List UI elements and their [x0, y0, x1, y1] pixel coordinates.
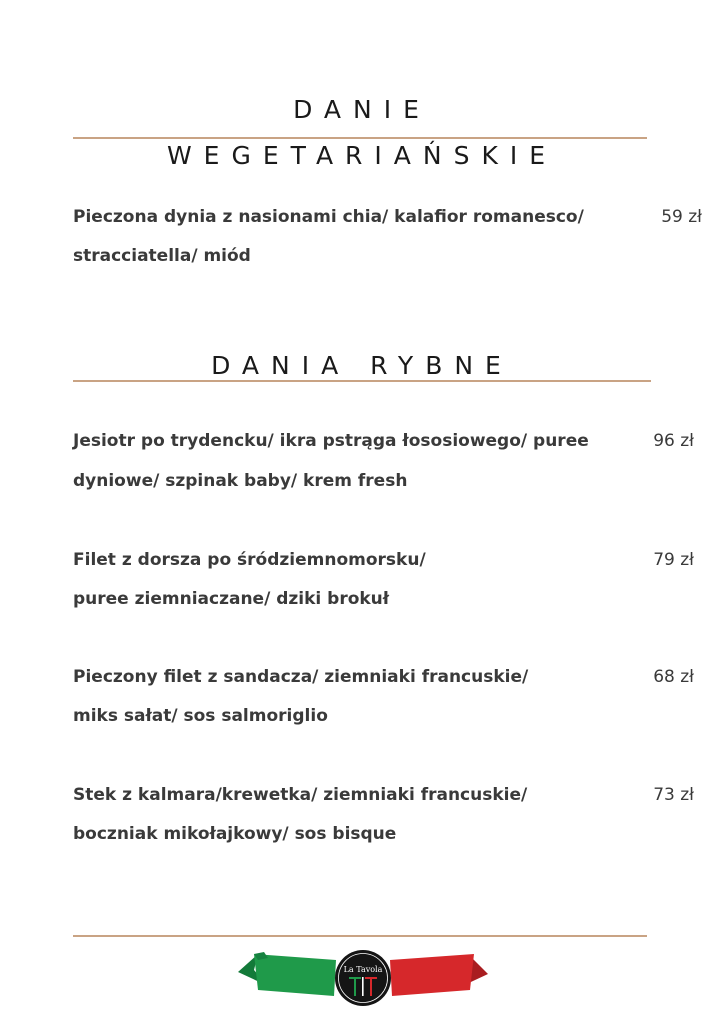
- italian-flag-ribbon-icon: [238, 948, 488, 1008]
- menu-item-description-line1: Pieczony filet z sandacza/ ziemniaki francuskie/: [73, 667, 529, 687]
- divider-vegetarian: [73, 137, 647, 139]
- section-title-vegetarian-line2: WEGETARIAŃSKIE: [166, 141, 558, 170]
- logo-text: La Tavola: [343, 965, 383, 974]
- menu-item-description-line2: miks sałat/ sos salmoriglio: [73, 706, 328, 726]
- menu-item-description-line2: boczniak mikołajkowy/ sos bisque: [73, 824, 397, 844]
- menu-item-price: 59 zł: [661, 207, 702, 227]
- divider-fish: [73, 380, 651, 382]
- menu-item-price: 68 zł: [653, 667, 694, 687]
- menu-item-description-line1: Jesiotr po trydencku/ ikra pstrąga łososiowego/ puree: [73, 431, 589, 451]
- menu-item-price: 73 zł: [653, 785, 694, 805]
- menu-item-price: 96 zł: [653, 431, 694, 451]
- section-title-vegetarian-line1: DANIE: [293, 95, 431, 124]
- menu-item-description-line1: Pieczona dynia z nasionami chia/ kalafior romanesco/: [73, 207, 584, 227]
- menu-item-description-line2: puree ziemniaczane/ dziki brokuł: [73, 589, 390, 609]
- la-tavola-logo: [238, 948, 488, 1008]
- menu-item-description-line2: stracciatella/ miód: [73, 246, 251, 266]
- menu-item-description-line2: dyniowe/ szpinak baby/ krem fresh: [73, 471, 408, 491]
- divider-footer: [73, 935, 647, 937]
- menu-item-description-line1: Stek z kalmara/krewetka/ ziemniaki francuskie/: [73, 785, 528, 805]
- section-title-fish: DANIA RYBNE: [211, 351, 513, 380]
- menu-item-description-line1: Filet z dorsza po śródziemnomorsku/: [73, 550, 426, 570]
- menu-item-price: 79 zł: [653, 550, 694, 570]
